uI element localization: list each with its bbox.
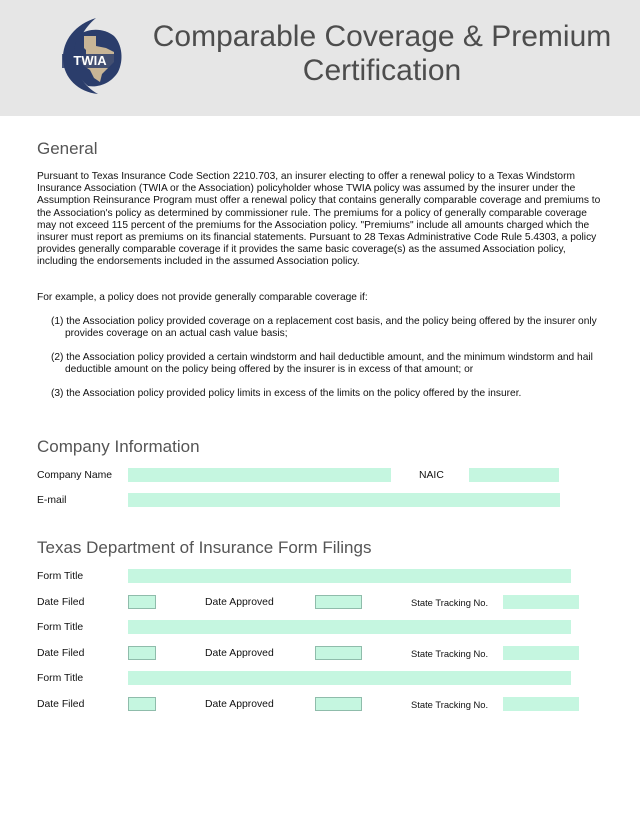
form-title-label: Form Title [37, 673, 84, 684]
company-name-label: Company Name [37, 470, 113, 481]
company-info-heading: Company Information [37, 437, 200, 456]
date-approved-field[interactable] [315, 697, 362, 711]
company-name-field[interactable] [128, 468, 391, 482]
form-title-field[interactable] [128, 620, 571, 634]
example-intro: For example, a policy does not provide generally comparable coverage if: [37, 292, 368, 303]
naic-field[interactable] [469, 468, 559, 482]
state-tracking-label: State Tracking No. [411, 597, 489, 608]
date-filed-field[interactable] [128, 646, 156, 660]
state-tracking-label: State Tracking No. [411, 699, 489, 710]
state-tracking-label: State Tracking No. [411, 648, 489, 659]
general-heading: General [37, 139, 98, 158]
list-item: (2) the Association policy provided a certain windstorm and hail deductible amount, and the minimum windstorm and hail deductible amount on the policy being offered by the insurer is in excess of that amount; or [51, 352, 593, 376]
date-filed-label: Date Filed [37, 648, 85, 659]
form-filings-heading: Texas Department of Insurance Form Filings [37, 538, 372, 557]
form-title-label: Form Title [37, 622, 84, 633]
date-filed-label: Date Filed [37, 699, 85, 710]
form-title-field[interactable] [128, 671, 571, 685]
date-filed-field[interactable] [128, 697, 156, 711]
date-filed-label: Date Filed [37, 597, 85, 608]
list-item: (1) the Association policy provided coverage on a replacement cost basis, and the policy being offered by the insurer only provides coverage on an actual cash value basis; [51, 316, 597, 340]
logo-text: TWIA [73, 53, 107, 68]
date-approved-field[interactable] [315, 646, 362, 660]
naic-label: NAIC [419, 470, 444, 481]
form-title-label: Form Title [37, 571, 84, 582]
form-title-field[interactable] [128, 569, 571, 583]
list-item: (3) the Association policy provided policy limits in excess of the limits on the policy offered by the insurer. [51, 388, 522, 399]
email-field[interactable] [128, 493, 560, 507]
general-paragraph: Pursuant to Texas Insurance Code Section 2210.703, an insurer electing to offer a renewal policy to a Texas Windstorm Insurance Association (TWIA or the Association) policyholder whose TWIA policy was assumed by the insurer under the Assumption Reinsurance Program must offer a renewal policy that contains generally comparable coverage and premiums to the Association's policy as determined by commissioner rule. The premiums for a policy of generally comparable coverage may not exceed 115 percent of the premiums for the Association policy. "Premiums" include all amounts charged which the insurer must report as premiums on its financial statements. Pursuant to 28 Texas Administrative Code Rule 5.4303, a policy provides generally comparable coverage if it provides the same basic coverage(s) as the assumed Association policy, including the endorsements included in the assumed Association policy. [37, 171, 601, 268]
twia-logo [56, 16, 126, 96]
state-tracking-field[interactable] [503, 595, 579, 609]
document-title: Comparable Coverage & Premium Certification [152, 20, 612, 87]
state-tracking-field[interactable] [503, 697, 579, 711]
date-approved-label: Date Approved [205, 648, 274, 659]
date-approved-field[interactable] [315, 595, 362, 609]
email-label: E-mail [37, 495, 67, 506]
date-filed-field[interactable] [128, 595, 156, 609]
state-tracking-field[interactable] [503, 646, 579, 660]
date-approved-label: Date Approved [205, 699, 274, 710]
date-approved-label: Date Approved [205, 597, 274, 608]
